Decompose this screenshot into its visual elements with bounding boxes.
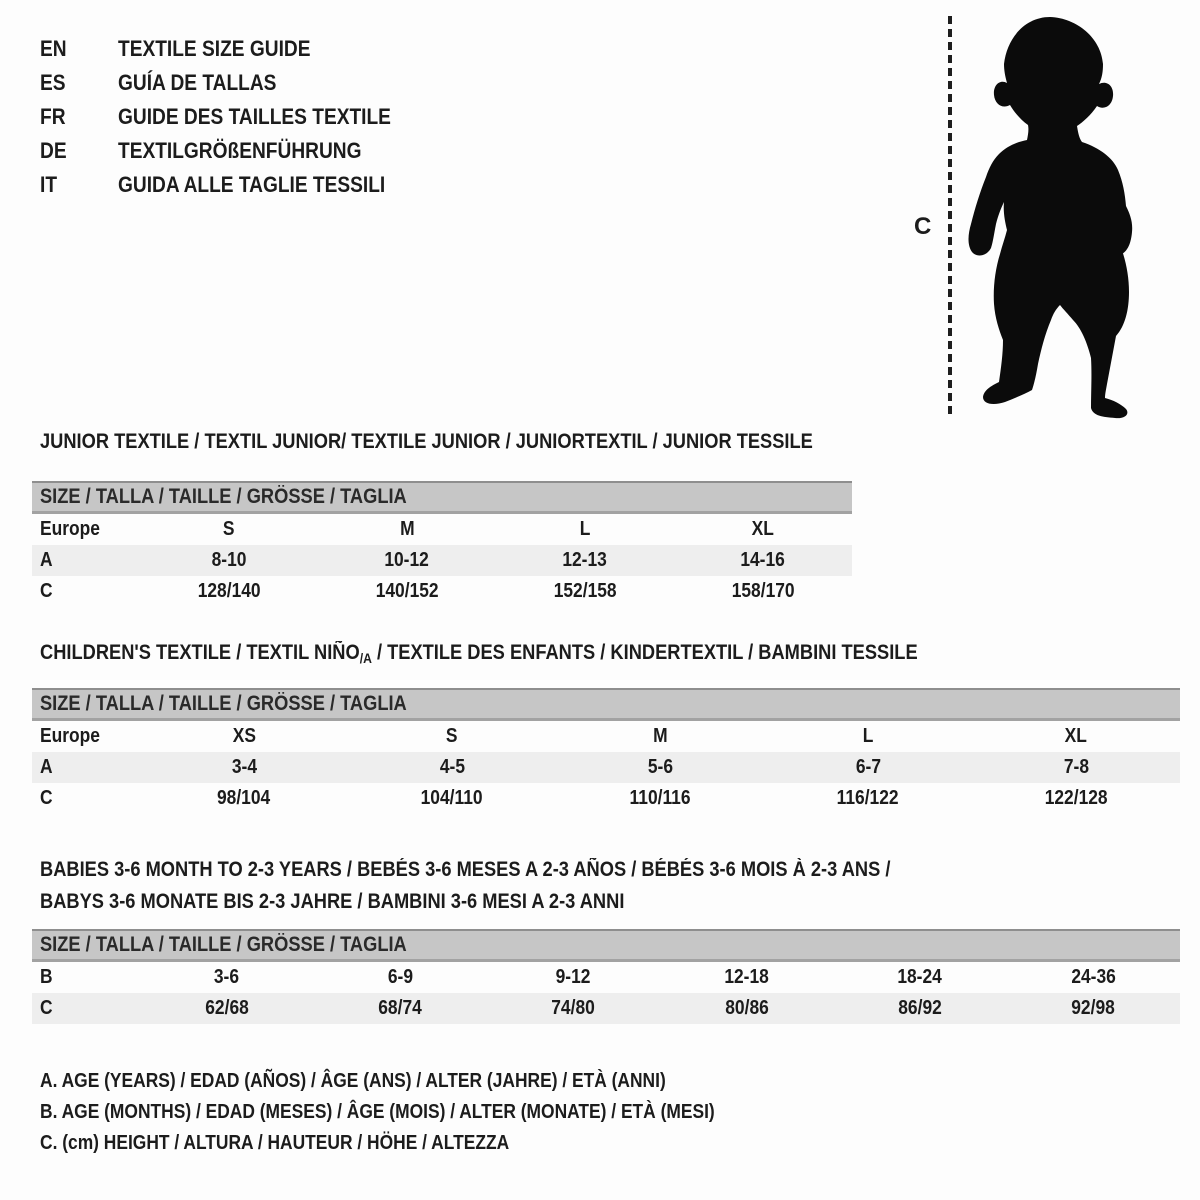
legend-text: C. (cm) HEIGHT / ALTURA / HAUTEUR / HÖHE / ALTEZZA	[40, 1132, 510, 1154]
legend-line-a	[40, 1066, 816, 1097]
table-header-text: SIZE / TALLA / TAILLE / GRÖSSE / TAGLIA	[40, 485, 407, 508]
language-code: ES	[40, 70, 66, 95]
list-item	[40, 134, 432, 168]
language-label: GUIDA ALLE TAGLIE TESSILI	[118, 172, 386, 197]
language-code: IT	[40, 172, 58, 197]
section-title-babies-line2	[40, 889, 712, 915]
language-label: TEXTILGRÖßENFÜHRUNG	[118, 138, 362, 163]
table-cell: 110/116	[629, 787, 691, 809]
table-row-c	[32, 783, 1180, 814]
table-cell: L	[862, 725, 874, 747]
list-item	[40, 66, 432, 100]
language-label: TEXTILE SIZE GUIDE	[118, 36, 311, 61]
table-cell: 6-7	[855, 756, 881, 778]
table-cell: 14-16	[740, 549, 786, 571]
table-row-a	[32, 752, 1180, 783]
table-header	[32, 929, 1180, 962]
height-measure-dashed-line	[948, 16, 952, 416]
table-cell: 3-4	[231, 756, 257, 778]
list-item	[40, 168, 432, 202]
language-label: GUIDE DES TAILLES TEXTILE	[118, 104, 391, 129]
table-row-c	[32, 993, 1180, 1024]
list-item	[40, 32, 432, 66]
section-title-babies-line1	[40, 857, 1018, 883]
table-header	[32, 688, 1180, 721]
section-title-text: BABYS 3-6 MONATE BIS 2-3 JAHRE / BAMBINI 3-6 MESI A 2-3 ANNI	[40, 890, 625, 913]
table-cell: 6-9	[387, 966, 413, 988]
table-cell: 12-13	[562, 549, 608, 571]
table-cell: M	[652, 725, 668, 747]
language-code: FR	[40, 104, 66, 129]
table-cell: 128/140	[197, 580, 261, 602]
table-header-text: SIZE / TALLA / TAILLE / GRÖSSE / TAGLIA	[40, 692, 407, 715]
table-row-c	[32, 576, 852, 607]
table-cell: 158/170	[731, 580, 795, 602]
table-row-europe	[32, 514, 852, 545]
table-cell: 86/92	[898, 997, 942, 1019]
row-label: A	[40, 549, 53, 571]
table-cell: 62/68	[204, 997, 249, 1019]
table-header-text: SIZE / TALLA / TAILLE / GRÖSSE / TAGLIA	[40, 933, 407, 956]
table-cell: M	[399, 518, 415, 540]
table-cell: 10-12	[384, 549, 430, 571]
language-code: EN	[40, 36, 67, 61]
measurement-legend	[40, 1066, 816, 1159]
table-cell: 68/74	[378, 997, 422, 1019]
legend-line-c	[40, 1128, 816, 1159]
table-cell: 104/110	[421, 787, 483, 809]
section-title-children	[40, 640, 1049, 667]
table-cell: 80/86	[724, 997, 769, 1019]
table-cell: 3-6	[214, 966, 240, 988]
table-cell: 5-6	[647, 756, 673, 778]
children-size-table	[32, 688, 1180, 814]
legend-text: A. AGE (YEARS) / EDAD (AÑOS) / ÂGE (ANS) / ALTER (JAHRE) / ETÀ (ANNI)	[40, 1070, 666, 1092]
table-cell: 152/158	[553, 580, 617, 602]
table-cell: 98/104	[217, 787, 271, 809]
babies-size-table	[32, 929, 1180, 1024]
row-label: C	[40, 787, 53, 809]
row-label: Europe	[40, 518, 100, 540]
table-row-b	[32, 962, 1180, 993]
row-label: A	[40, 756, 53, 778]
language-title-list	[40, 32, 432, 202]
table-cell: 92/98	[1071, 997, 1116, 1019]
table-cell: 9-12	[555, 966, 591, 988]
table-cell: 122/128	[1044, 787, 1108, 809]
table-cell: L	[579, 518, 591, 540]
table-cell: 140/152	[375, 580, 439, 602]
table-cell: 7-8	[1063, 756, 1089, 778]
table-cell: XL	[1064, 725, 1088, 747]
title-subscript: /A	[359, 650, 372, 666]
row-label: Europe	[40, 725, 100, 747]
height-measure-label: C	[914, 213, 932, 240]
toddler-silhouette	[955, 12, 1155, 424]
table-header	[32, 481, 852, 514]
section-title-text: JUNIOR TEXTILE / TEXTIL JUNIOR/ TEXTILE JUNIOR / JUNIORTEXTIL / JUNIOR TESSILE	[40, 430, 813, 453]
table-cell: S	[446, 725, 458, 747]
section-title-text: BABIES 3-6 MONTH TO 2-3 YEARS / BEBÉS 3-6 MESES A 2-3 AÑOS / BÉBÉS 3-6 MOIS À 2-3 ANS /	[40, 858, 891, 881]
table-row-a	[32, 545, 852, 576]
row-label: C	[40, 997, 53, 1019]
table-cell: 24-36	[1071, 966, 1116, 988]
table-cell: 4-5	[439, 756, 465, 778]
legend-text: B. AGE (MONTHS) / EDAD (MESES) / ÂGE (MOIS) / ALTER (MONATE) / ETÀ (MESI)	[40, 1101, 715, 1123]
table-cell: 8-10	[211, 549, 247, 571]
row-label: C	[40, 580, 53, 602]
table-cell: 12-18	[724, 966, 769, 988]
language-label: GUÍA DE TALLAS	[118, 70, 277, 95]
row-label: B	[40, 966, 53, 988]
table-cell: XL	[751, 518, 775, 540]
language-code: DE	[40, 138, 67, 163]
table-cell: 74/80	[551, 997, 596, 1019]
table-row-europe	[32, 721, 1180, 752]
section-title-junior	[40, 429, 928, 455]
table-cell: 18-24	[897, 966, 943, 988]
table-cell: XS	[232, 725, 256, 747]
table-cell: S	[223, 518, 235, 540]
table-cell: 116/122	[837, 787, 899, 809]
junior-size-table	[32, 481, 852, 607]
section-title-text: CHILDREN'S TEXTILE / TEXTIL NIÑO/A / TEXTILE DES ENFANTS / KINDERTEXTIL / BAMBINI TESSILE	[40, 641, 918, 666]
legend-line-b	[40, 1097, 816, 1128]
list-item	[40, 100, 432, 134]
